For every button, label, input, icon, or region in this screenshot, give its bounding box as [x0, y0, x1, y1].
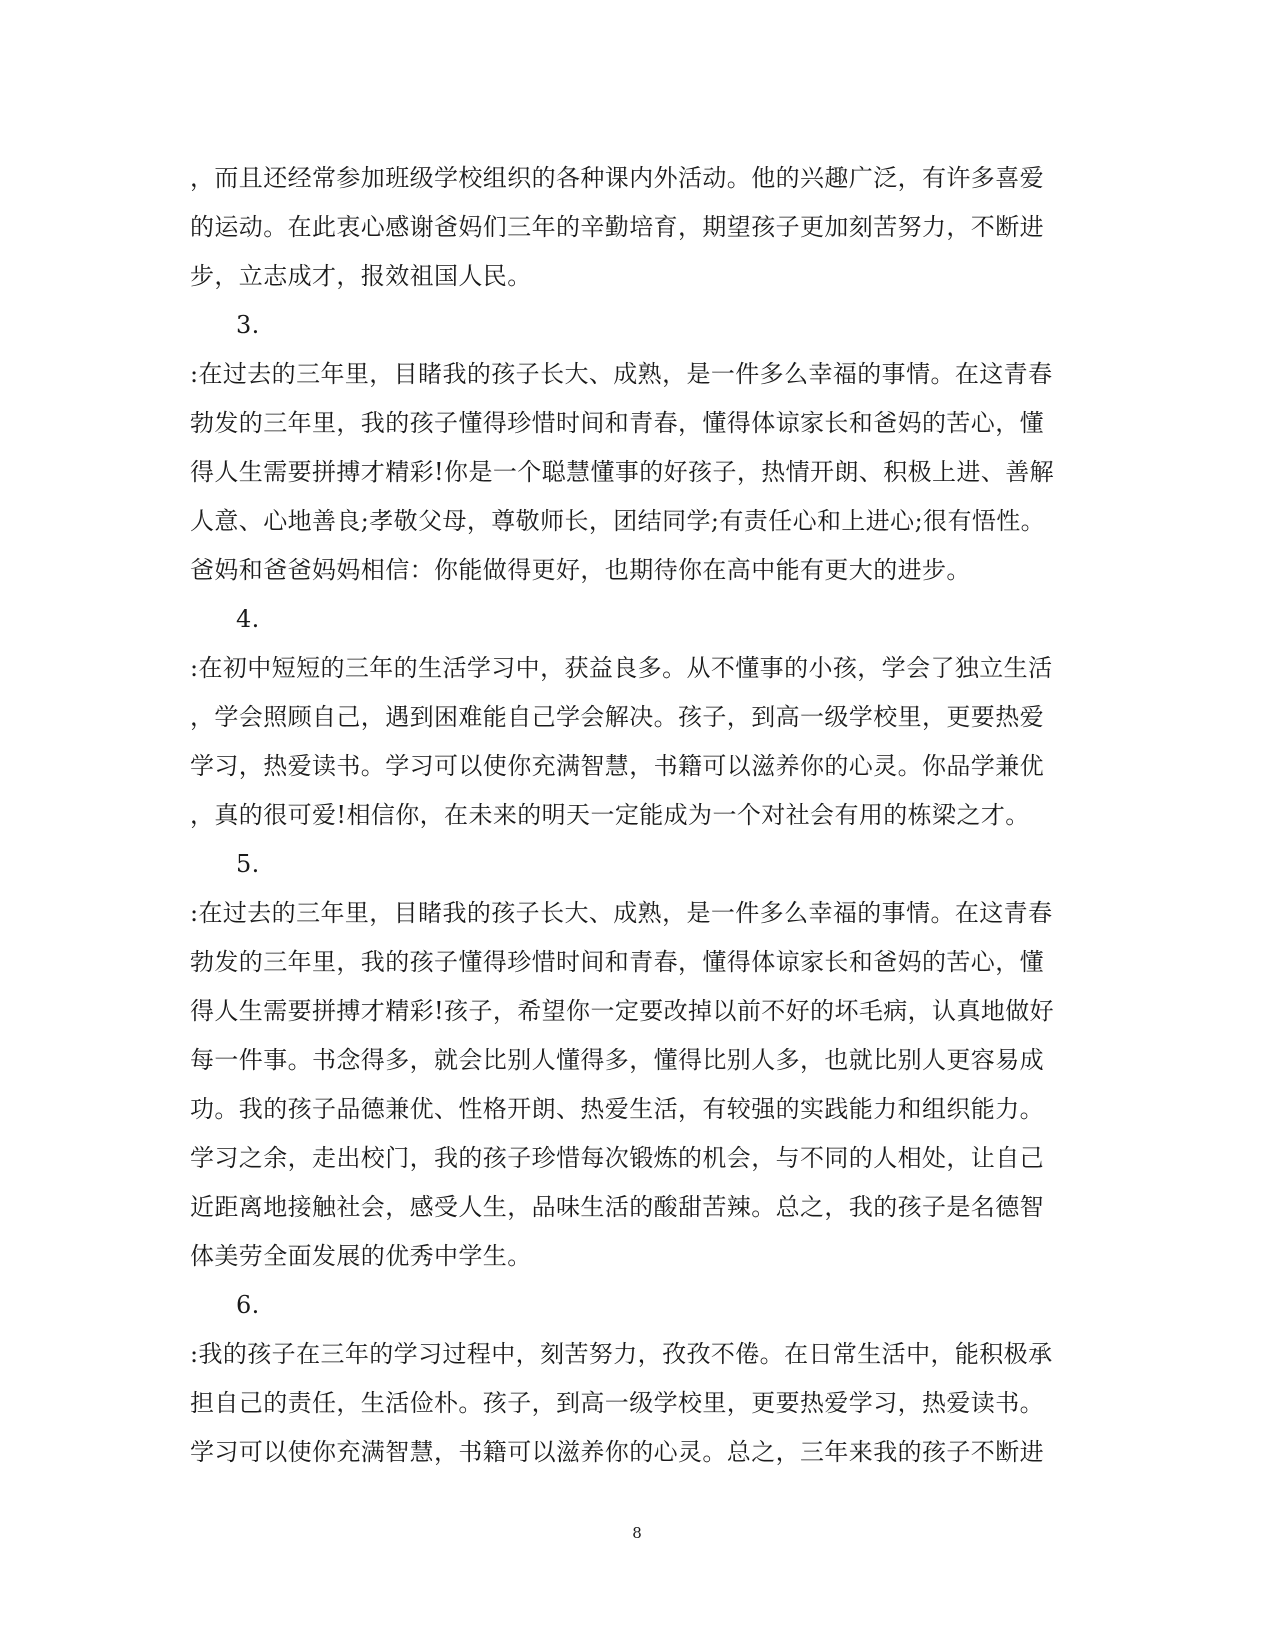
text-line: 学习，热爱读书。学习可以使你充满智慧，书籍可以滋养你的心灵。你品学兼优 — [190, 752, 1044, 780]
text-line: 勃发的三年里，我的孩子懂得珍惜时间和青春，懂得体谅家长和爸妈的苦心，懂 — [190, 409, 1044, 437]
text-line: 勃发的三年里，我的孩子懂得珍惜时间和青春，懂得体谅家长和爸妈的苦心，懂 — [190, 948, 1044, 976]
text-line: 学习之余，走出校门，我的孩子珍惜每次锻炼的机会，与不同的人相处，让自己 — [190, 1144, 1044, 1172]
text-line: 得人生需要拼搏才精彩!你是一个聪慧懂事的好孩子，热情开朗、积极上进、善解 — [190, 458, 1055, 486]
text-line: 近距离地接触社会，感受人生，品味生活的酸甜苦辣。总之，我的孩子是名德智 — [190, 1193, 1044, 1221]
text-line: 的运动。在此衷心感谢爸妈们三年的辛勤培育，期望孩子更加刻苦努力，不断进 — [190, 213, 1044, 241]
text-line: 步，立志成才，报效祖国人民。 — [190, 262, 532, 290]
page-number: 8 — [632, 1524, 642, 1542]
text-line: 每一件事。书念得多，就会比别人懂得多，懂得比别人多，也就比别人更容易成 — [190, 1046, 1044, 1074]
text-line: ，学会照顾自己，遇到困难能自己学会解决。孩子，到高一级学校里，更要热爱 — [190, 703, 1044, 731]
text-line: :我的孩子在三年的学习过程中，刻苦努力，孜孜不倦。在日常生活中，能积极承 — [190, 1340, 1053, 1368]
item-number: 4. — [236, 605, 260, 633]
item-number: 6. — [236, 1291, 260, 1319]
text-line: 爸妈和爸爸妈妈相信：你能做得更好，也期待你在高中能有更大的进步。 — [190, 556, 971, 584]
text-line: 得人生需要拼搏才精彩!孩子，希望你一定要改掉以前不好的坏毛病，认真地做好 — [190, 997, 1055, 1025]
text-line: 体美劳全面发展的优秀中学生。 — [190, 1242, 532, 1270]
text-line: ，真的很可爱!相信你，在未来的明天一定能成为一个对社会有用的栋梁之才。 — [190, 801, 1030, 829]
text-line: :在初中短短的三年的生活学习中，获益良多。从不懂事的小孩，学会了独立生活 — [190, 654, 1053, 682]
text-line: ，而且还经常参加班级学校组织的各种课内外活动。他的兴趣广泛，有许多喜爱 — [190, 164, 1044, 192]
text-line: 担自己的责任，生活俭朴。孩子，到高一级学校里，更要热爱学习，热爱读书。 — [190, 1389, 1044, 1417]
text-line: 学习可以使你充满智慧，书籍可以滋养你的心灵。总之，三年来我的孩子不断进 — [190, 1438, 1044, 1466]
item-number: 5. — [236, 850, 260, 878]
text-line: :在过去的三年里，目睹我的孩子长大、成熟，是一件多么幸福的事情。在这青春 — [190, 899, 1053, 927]
text-line: 功。我的孩子品德兼优、性格开朗、热爱生活，有较强的实践能力和组织能力。 — [190, 1095, 1044, 1123]
item-number: 3. — [236, 311, 260, 339]
text-line: 人意、心地善良;孝敬父母，尊敬师长，团结同学;有责任心和上进心;很有悟性。 — [190, 507, 1046, 535]
body-text — [190, 154, 1080, 1477]
text-line: :在过去的三年里，目睹我的孩子长大、成熟，是一件多么幸福的事情。在这青春 — [190, 360, 1053, 388]
